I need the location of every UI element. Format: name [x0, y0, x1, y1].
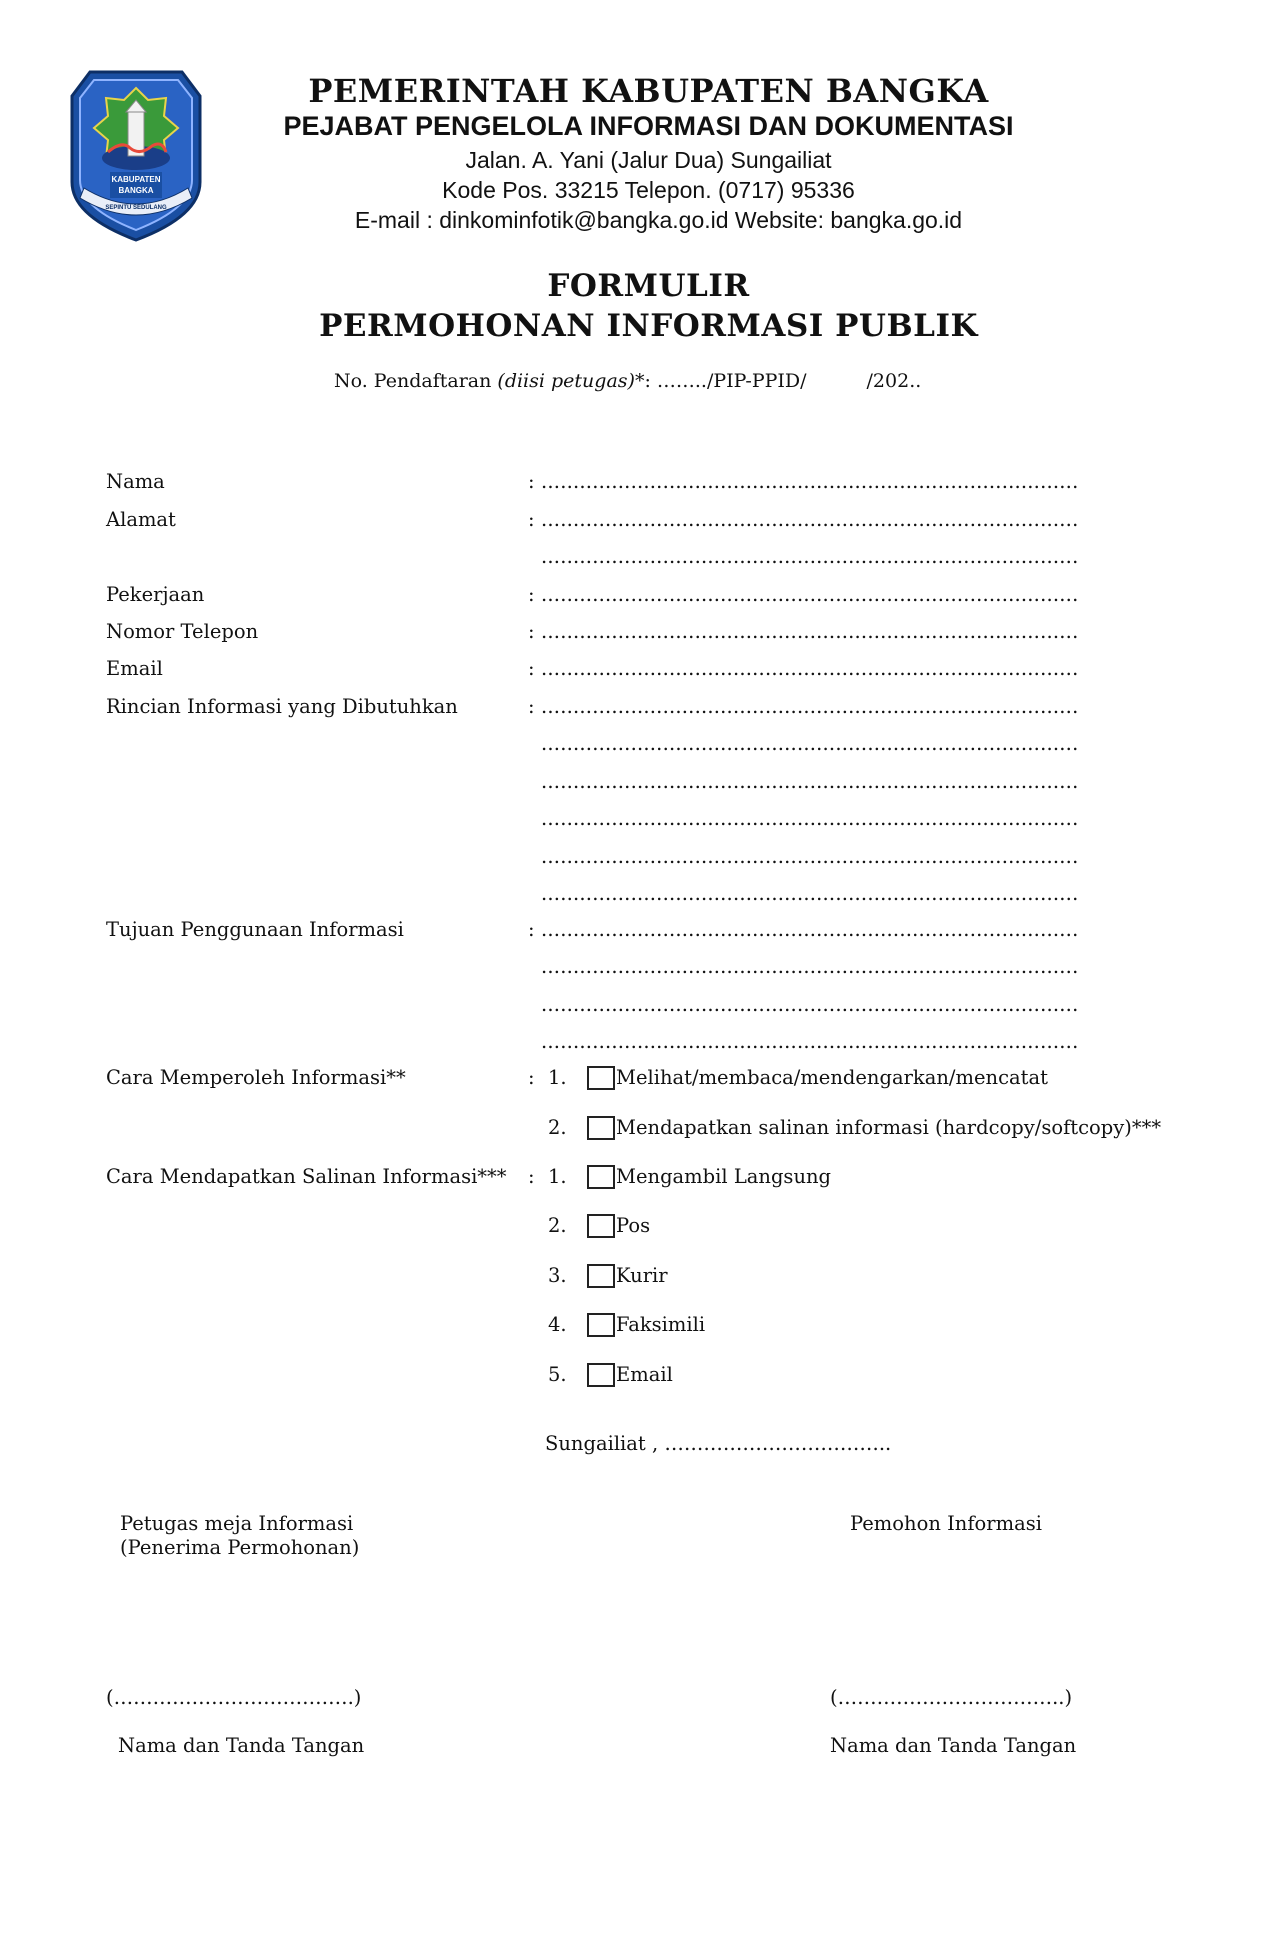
registration-number — [334, 370, 921, 392]
officer-subtitle: (Penerima Permohonan) — [120, 1536, 360, 1559]
colon: : — [528, 918, 535, 941]
nama-input[interactable]: .................................................................................... — [541, 470, 1079, 493]
registration-note: (diisi petugas) — [497, 370, 635, 392]
logo-text-bangka: BANGKA — [118, 186, 154, 195]
rincian-input[interactable]: .................................................................................... — [541, 695, 1079, 718]
email-label: Email — [106, 657, 163, 680]
telepon-input[interactable]: .................................................................................... — [541, 620, 1079, 643]
kurir-label: Kurir — [616, 1264, 668, 1287]
rincian-input-line-3[interactable]: .................................................................................... — [541, 770, 1079, 793]
mengambil-langsung-checkbox[interactable] — [587, 1165, 615, 1189]
officer-name-signature-label: Nama dan Tanda Tangan — [118, 1734, 365, 1757]
colon: : — [528, 695, 535, 718]
pos-checkbox[interactable] — [587, 1214, 615, 1238]
logo-text-kabupaten: KABUPATEN — [111, 175, 161, 184]
colon: : — [528, 657, 535, 680]
rincian-input-line-2[interactable]: .................................................................................... — [541, 732, 1079, 755]
form-subtitle: PERMOHONAN INFORMASI PUBLIK — [319, 308, 978, 344]
option-number: 4. — [548, 1313, 567, 1336]
colon: : — [528, 1066, 535, 1089]
alamat-label: Alamat — [106, 508, 176, 531]
option-number: 2. — [548, 1214, 567, 1237]
form-title: FORMULIR — [547, 268, 750, 304]
place-date[interactable]: Sungailiat , …………………………….. — [545, 1432, 892, 1455]
rincian-input-line-5[interactable]: .................................................................................... — [541, 845, 1079, 868]
salinan-option-label: Mendapatkan salinan informasi (hardcopy/softcopy)*** — [616, 1116, 1162, 1139]
option-number: 1. — [548, 1066, 567, 1089]
registration-suffix: *: ……../PIP-PPID/ — [634, 370, 807, 392]
colon: : — [528, 470, 535, 493]
faksimili-checkbox[interactable] — [587, 1313, 615, 1337]
tujuan-input-line-2[interactable]: .................................................................................... — [541, 955, 1079, 978]
melihat-option-label: Melihat/membaca/mendengarkan/mencatat — [616, 1066, 1048, 1089]
alamat-input[interactable]: .................................................................................... — [541, 508, 1079, 531]
applicant-signature-blank[interactable]: (……………………………..) — [830, 1686, 1073, 1709]
office-address: Jalan. A. Yani (Jalur Dua) Sungailiat — [465, 147, 832, 173]
postal-phone: Kode Pos. 33215 Telepon. (0717) 95336 — [442, 177, 855, 203]
salinan-checkbox[interactable] — [587, 1116, 615, 1140]
telepon-label: Nomor Telepon — [106, 620, 259, 643]
option-number: 2. — [548, 1116, 567, 1139]
tujuan-input-line-4[interactable]: .................................................................................... — [541, 1030, 1079, 1053]
option-number: 5. — [548, 1363, 567, 1386]
logo-motto: SEPINTU SEDULANG — [105, 205, 167, 211]
kurir-checkbox[interactable] — [587, 1264, 615, 1288]
applicant-title: Pemohon Informasi — [850, 1512, 1042, 1535]
officer-title: Petugas meja Informasi — [120, 1512, 354, 1535]
colon: : — [528, 583, 535, 606]
tujuan-input-line-3[interactable]: .................................................................................... — [541, 993, 1079, 1016]
pos-label: Pos — [616, 1214, 651, 1237]
applicant-name-signature-label: Nama dan Tanda Tangan — [830, 1734, 1077, 1757]
government-title: PEMERINTAH KABUPATEN BANGKA — [308, 72, 989, 110]
tujuan-input[interactable]: .................................................................................... — [541, 918, 1079, 941]
office-title: PEJABAT PENGELOLA INFORMASI DAN DOKUMENTASI — [283, 111, 1014, 141]
melihat-checkbox[interactable] — [587, 1066, 615, 1090]
cara-salinan-label: Cara Mendapatkan Salinan Informasi*** — [106, 1165, 507, 1188]
email-option-label: Email — [616, 1363, 673, 1386]
tujuan-label: Tujuan Penggunaan Informasi — [106, 918, 404, 941]
rincian-label: Rincian Informasi yang Dibutuhkan — [106, 695, 458, 718]
contact-info: E-mail : dinkominfotik@bangka.go.id Website: bangka.go.id — [354, 207, 963, 233]
rincian-input-line-6[interactable]: .................................................................................... — [541, 882, 1079, 905]
officer-signature-blank[interactable]: (……………………………….) — [106, 1686, 362, 1709]
nama-label: Nama — [106, 470, 165, 493]
mengambil-langsung-label: Mengambil Langsung — [616, 1165, 832, 1188]
pekerjaan-label: Pekerjaan — [106, 583, 205, 606]
cara-memperoleh-label: Cara Memperoleh Informasi** — [106, 1066, 406, 1089]
colon: : — [528, 620, 535, 643]
colon: : — [528, 508, 535, 531]
colon: : — [528, 1165, 535, 1188]
pekerjaan-input[interactable]: .................................................................................... — [541, 583, 1079, 606]
registration-year: /202.. — [866, 370, 922, 392]
email-input[interactable]: .................................................................................... — [541, 657, 1079, 680]
rincian-input-line-4[interactable]: .................................................................................... — [541, 807, 1079, 830]
registration-prefix: No. Pendaftaran — [334, 370, 498, 392]
option-number: 3. — [548, 1264, 567, 1287]
alamat-input-line-2[interactable]: .................................................................................... — [541, 545, 1079, 568]
faksimili-label: Faksimili — [616, 1313, 706, 1336]
option-number: 1. — [548, 1165, 567, 1188]
email-checkbox[interactable] — [587, 1363, 615, 1387]
